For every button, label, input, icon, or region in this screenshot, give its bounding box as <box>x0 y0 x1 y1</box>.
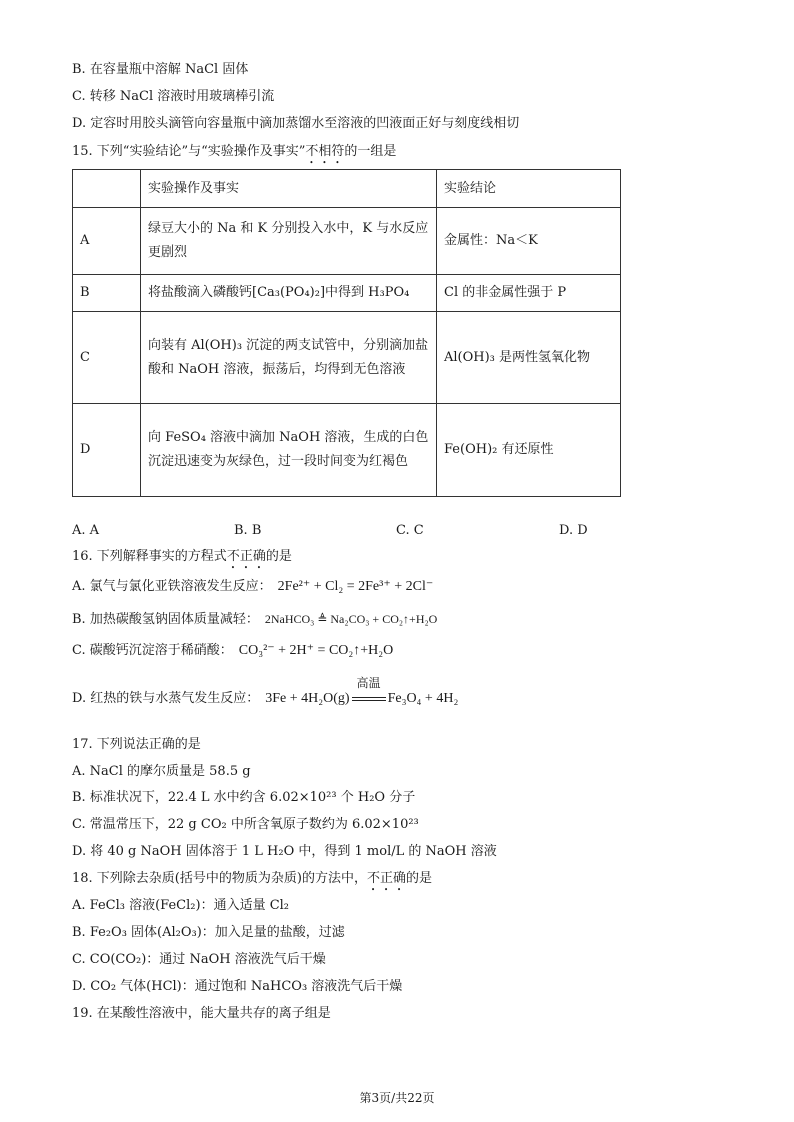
q16-emphasis: 不正确 <box>226 549 266 564</box>
row-operation: 向装有 Al(OH)₃ 沉淀的两支试管中，分别滴加盐酸和 NaOH 溶液，振荡后，均得到无色溶液 <box>141 312 437 404</box>
table-row <box>73 208 621 275</box>
row-conclusion: Al(OH)₃ 是两性氢氧化物 <box>437 312 621 404</box>
q15-stem: 15. 下列“实验结论”与“实验操作及事实”不相符的一组是 <box>72 144 397 159</box>
row-label: A <box>73 208 141 275</box>
q17-stem: 17. 下列说法正确的是 <box>72 737 201 752</box>
table-header-row <box>73 170 621 208</box>
page-footer: 第3页/共22页 <box>359 1091 435 1105</box>
row-label: B <box>73 275 141 312</box>
q18-option-a: A. FeCl₃ 溶液(FeCl₂)：通入适量 Cl₂ <box>72 898 290 913</box>
q17-option-b: B. 标准状况下，22.4 L 水中约含 6.02×10²³ 个 H₂O 分子 <box>72 790 416 805</box>
equation-d: 3Fe + 4H₂O(g) 高温 Fe₃O₄ + 4H₂ <box>265 676 459 706</box>
q18-option-b: B. Fe₂O₃ 固体(Al₂O₃)：加入足量的盐酸，过滤 <box>72 925 345 940</box>
q14-option-b: B. 在容量瓶中溶解 NaCl 固体 <box>72 62 249 77</box>
row-operation: 绿豆大小的 Na 和 K 分别投入水中，K 与水反应更剧烈 <box>141 208 437 275</box>
q18-stem: 18. 下列除去杂质(括号中的物质为杂质)的方法中，不正确的是 <box>72 871 432 886</box>
q17-option-c: C. 常温常压下，22 g CO₂ 中所含氧原子数约为 6.02×10²³ <box>72 817 419 832</box>
table-header-cell: 实验操作及事实 <box>141 170 437 208</box>
q16-stem: 16. 下列解释事实的方程式不正确的是 <box>72 549 292 564</box>
q16-option-a: A. 氯气与氯化亚铁溶液发生反应： 2Fe²⁺ + Cl₂ = 2Fe³⁺ + 2Cl⁻ <box>72 579 434 594</box>
equation-c: CO₃²⁻ + 2H⁺ = CO₂↑+H₂O <box>238 643 394 658</box>
q18-option-c: C. CO(CO₂)：通过 NaOH 溶液洗气后干燥 <box>72 952 326 967</box>
q19-stem: 19. 在某酸性溶液中，能大量共存的离子组是 <box>72 1006 331 1021</box>
table-row <box>73 275 621 312</box>
q16-option-b: B. 加热碳酸氢钠固体质量减轻： 2NaHCO₃ ≜ Na₂CO₃ + CO₂↑+H₂O <box>72 612 438 627</box>
q15-option-b: B. B <box>234 523 262 538</box>
q17-option-a: A. NaCl 的摩尔质量是 58.5 g <box>72 764 251 779</box>
experiment-table <box>72 169 621 497</box>
row-operation: 向 FeSO₄ 溶液中滴加 NaOH 溶液，生成的白色沉淀迅速变为灰绿色，过一段时间变为红褐色 <box>141 404 437 497</box>
row-conclusion: Fe(OH)₂ 有还原性 <box>437 404 621 497</box>
table-row <box>73 312 621 404</box>
table-header-cell <box>73 170 141 208</box>
row-label: D <box>73 404 141 497</box>
q15-option-a: A. A <box>72 523 100 538</box>
q18-emphasis: 不正确 <box>366 871 406 886</box>
equation-a: 2Fe²⁺ + Cl₂ = 2Fe³⁺ + 2Cl⁻ <box>277 579 434 594</box>
q17-option-d: D. 将 40 g NaOH 固体溶于 1 L H₂O 中，得到 1 mol/L 的 NaOH 溶液 <box>72 844 497 859</box>
equals-sign <box>352 697 386 701</box>
q14-option-c: C. 转移 NaCl 溶液时用玻璃棒引流 <box>72 89 275 104</box>
q18-option-d: D. CO₂ 气体(HCl)：通过饱和 NaHCO₃ 溶液洗气后干燥 <box>72 979 403 994</box>
q15-option-c: C. C <box>396 523 424 538</box>
q15-option-d: D. D <box>559 523 588 538</box>
q16-option-c: C. 碳酸钙沉淀溶于稀硝酸： CO₃²⁻ + 2H⁺ = CO₂↑+H₂O <box>72 643 394 658</box>
row-conclusion: Cl 的非金属性强于 P <box>437 275 621 312</box>
table-row <box>73 404 621 497</box>
reaction-condition: 高温 <box>352 690 386 708</box>
q14-option-d: D. 定容时用胶头滴管向容量瓶中滴加蒸馏水至溶液的凹液面正好与刻度线相切 <box>72 116 520 131</box>
table-header-cell: 实验结论 <box>437 170 621 208</box>
row-label: C <box>73 312 141 404</box>
q16-option-d: D. 红热的铁与水蒸气发生反应： 3Fe + 4H₂O(g) 高温 Fe₃O₄ + 4H₂ <box>72 676 459 706</box>
row-operation: 将盐酸滴入磷酸钙[Ca₃(PO₄)₂]中得到 H₃PO₄ <box>141 275 437 312</box>
equation-b: 2NaHCO₃ ≜ Na₂CO₃ + CO₂↑+H₂O <box>264 612 438 626</box>
q15-emphasis: 不相符 <box>305 144 345 159</box>
row-conclusion: 金属性：Na＜K <box>437 208 621 275</box>
